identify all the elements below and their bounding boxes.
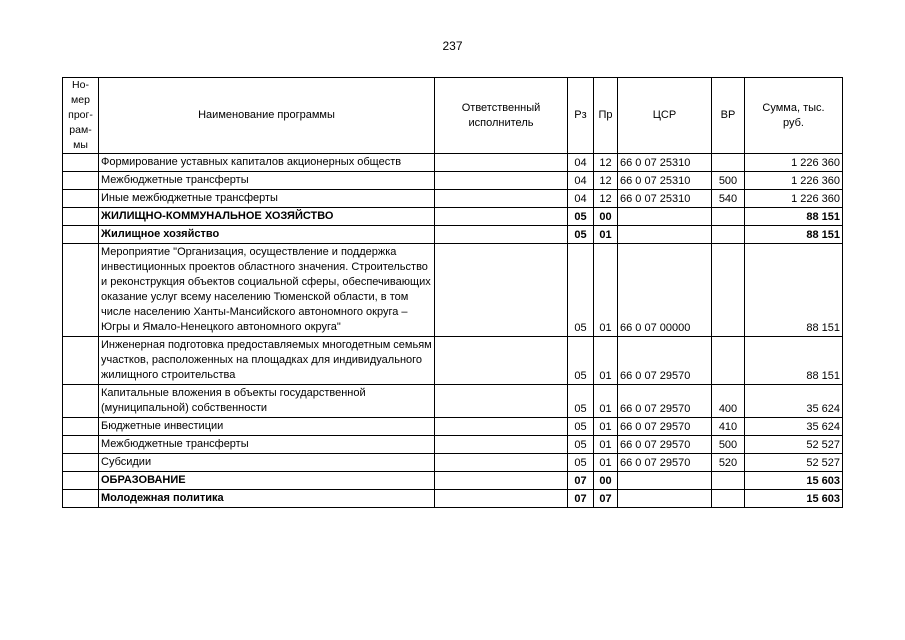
- header-sum: Сумма, тыс. руб.: [745, 78, 843, 154]
- cell-csr: 66 0 07 00000: [618, 244, 712, 337]
- cell-rz: 07: [568, 472, 594, 490]
- cell-program-number: [63, 172, 99, 190]
- cell-vr: 410: [712, 418, 745, 436]
- cell-vr: [712, 490, 745, 508]
- cell-sum: 15 603: [745, 490, 843, 508]
- cell-program-name: ОБРАЗОВАНИЕ: [99, 472, 435, 490]
- cell-vr: [712, 337, 745, 385]
- cell-vr: [712, 208, 745, 226]
- cell-pr: 01: [594, 337, 618, 385]
- cell-sum: 88 151: [745, 208, 843, 226]
- cell-csr: 66 0 07 25310: [618, 172, 712, 190]
- cell-rz: 07: [568, 490, 594, 508]
- cell-pr: 12: [594, 190, 618, 208]
- cell-program-number: [63, 385, 99, 418]
- cell-program-number: [63, 154, 99, 172]
- cell-responsible: [435, 244, 568, 337]
- cell-program-number: [63, 472, 99, 490]
- cell-responsible: [435, 436, 568, 454]
- table-row: [63, 490, 843, 508]
- table-row: [63, 337, 843, 385]
- cell-program-number: [63, 454, 99, 472]
- budget-table: [62, 77, 843, 508]
- cell-program-name: Мероприятие "Организация, осуществление и поддержка инвестиционных проектов областного значения. Строительство и реконструкция объектов социальной сферы, обеспечивающих оказание услуг всему населению Тюменской области, в том числе населению Ханты-Мансийского автономного округа – Югры и Ямало-Ненецкого автономного округа": [99, 244, 435, 337]
- header-vr: ВР: [712, 78, 745, 154]
- table-row: [63, 436, 843, 454]
- cell-responsible: [435, 226, 568, 244]
- cell-csr: 66 0 07 25310: [618, 190, 712, 208]
- cell-pr: 01: [594, 385, 618, 418]
- header-csr: ЦСР: [618, 78, 712, 154]
- cell-rz: 05: [568, 208, 594, 226]
- cell-sum: 1 226 360: [745, 154, 843, 172]
- table-row: [63, 385, 843, 418]
- cell-pr: 12: [594, 172, 618, 190]
- cell-responsible: [435, 490, 568, 508]
- cell-pr: 01: [594, 226, 618, 244]
- cell-sum: 88 151: [745, 226, 843, 244]
- cell-program-name: Межбюджетные трансферты: [99, 436, 435, 454]
- cell-sum: 52 527: [745, 436, 843, 454]
- cell-csr: 66 0 07 29570: [618, 337, 712, 385]
- cell-responsible: [435, 385, 568, 418]
- table-row: [63, 208, 843, 226]
- table-row: [63, 226, 843, 244]
- cell-program-number: [63, 436, 99, 454]
- cell-vr: 400: [712, 385, 745, 418]
- cell-rz: 04: [568, 154, 594, 172]
- cell-responsible: [435, 472, 568, 490]
- cell-responsible: [435, 418, 568, 436]
- cell-program-number: [63, 418, 99, 436]
- cell-program-name: Иные межбюджетные трансферты: [99, 190, 435, 208]
- cell-responsible: [435, 154, 568, 172]
- cell-program-number: [63, 226, 99, 244]
- cell-program-number: [63, 208, 99, 226]
- cell-rz: 05: [568, 226, 594, 244]
- cell-sum: 1 226 360: [745, 172, 843, 190]
- cell-vr: [712, 244, 745, 337]
- table-row: [63, 172, 843, 190]
- table-row: [63, 244, 843, 337]
- cell-vr: 520: [712, 454, 745, 472]
- cell-csr: 66 0 07 29570: [618, 385, 712, 418]
- cell-csr: [618, 208, 712, 226]
- cell-sum: 1 226 360: [745, 190, 843, 208]
- header-responsible: Ответственный исполнитель: [435, 78, 568, 154]
- cell-responsible: [435, 337, 568, 385]
- cell-program-number: [63, 244, 99, 337]
- cell-vr: [712, 472, 745, 490]
- cell-sum: 52 527: [745, 454, 843, 472]
- header-program-number-text: Но- мер прог- рам- мы: [68, 79, 93, 151]
- cell-pr: 01: [594, 436, 618, 454]
- cell-csr: 66 0 07 29570: [618, 418, 712, 436]
- cell-responsible: [435, 172, 568, 190]
- cell-program-name: Жилищное хозяйство: [99, 226, 435, 244]
- cell-program-number: [63, 337, 99, 385]
- cell-rz: 04: [568, 190, 594, 208]
- table-row: [63, 154, 843, 172]
- cell-rz: 05: [568, 337, 594, 385]
- cell-vr: 500: [712, 436, 745, 454]
- header-rz: Рз: [568, 78, 594, 154]
- cell-sum: 88 151: [745, 244, 843, 337]
- table-row: [63, 418, 843, 436]
- cell-program-name: Формирование уставных капиталов акционерных обществ: [99, 154, 435, 172]
- cell-sum: 35 624: [745, 385, 843, 418]
- cell-vr: 540: [712, 190, 745, 208]
- table-row: [63, 472, 843, 490]
- cell-program-name: Молодежная политика: [99, 490, 435, 508]
- cell-csr: 66 0 07 25310: [618, 154, 712, 172]
- cell-program-name: Капитальные вложения в объекты государственной (муниципальной) собственности: [99, 385, 435, 418]
- cell-program-number: [63, 490, 99, 508]
- cell-vr: 500: [712, 172, 745, 190]
- cell-rz: 05: [568, 436, 594, 454]
- cell-pr: 00: [594, 208, 618, 226]
- page-number: 237: [442, 39, 463, 53]
- cell-responsible: [435, 208, 568, 226]
- cell-vr: [712, 226, 745, 244]
- cell-sum: 15 603: [745, 472, 843, 490]
- table-header-row: [63, 78, 843, 154]
- cell-csr: [618, 490, 712, 508]
- table-row: [63, 454, 843, 472]
- cell-program-number: [63, 190, 99, 208]
- cell-csr: 66 0 07 29570: [618, 454, 712, 472]
- cell-rz: 05: [568, 418, 594, 436]
- table-body: [63, 154, 843, 508]
- cell-responsible: [435, 190, 568, 208]
- cell-responsible: [435, 454, 568, 472]
- cell-csr: [618, 472, 712, 490]
- cell-sum: 88 151: [745, 337, 843, 385]
- cell-csr: 66 0 07 29570: [618, 436, 712, 454]
- cell-rz: 04: [568, 172, 594, 190]
- header-pr: Пр: [594, 78, 618, 154]
- cell-pr: 12: [594, 154, 618, 172]
- header-program-name: Наименование программы: [99, 78, 435, 154]
- cell-pr: 01: [594, 454, 618, 472]
- cell-program-name: Инженерная подготовка предоставляемых многодетным семьям участков, расположенных на площадках для индивидуального жилищного строительства: [99, 337, 435, 385]
- cell-program-name: Субсидии: [99, 454, 435, 472]
- cell-pr: 01: [594, 244, 618, 337]
- cell-pr: 07: [594, 490, 618, 508]
- cell-vr: [712, 154, 745, 172]
- cell-pr: 01: [594, 418, 618, 436]
- cell-sum: 35 624: [745, 418, 843, 436]
- cell-rz: 05: [568, 454, 594, 472]
- cell-program-name: Бюджетные инвестиции: [99, 418, 435, 436]
- cell-pr: 00: [594, 472, 618, 490]
- cell-rz: 05: [568, 244, 594, 337]
- header-program-number: [63, 78, 99, 154]
- cell-program-name: ЖИЛИЩНО-КОММУНАЛЬНОЕ ХОЗЯЙСТВО: [99, 208, 435, 226]
- cell-program-name: Межбюджетные трансферты: [99, 172, 435, 190]
- table-row: [63, 190, 843, 208]
- cell-csr: [618, 226, 712, 244]
- cell-rz: 05: [568, 385, 594, 418]
